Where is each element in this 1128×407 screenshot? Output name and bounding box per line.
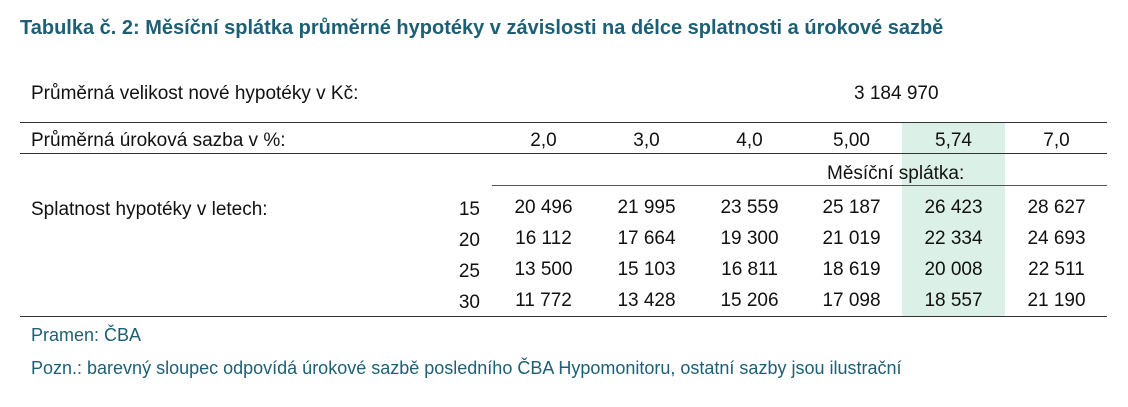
table-cell: 21 190 <box>1027 290 1086 311</box>
table-cell: 21 995 <box>617 197 676 218</box>
rate-cell: 4,0 <box>736 130 763 151</box>
table-cell: 25 187 <box>822 197 881 218</box>
table-cell: 16 811 <box>721 259 778 280</box>
table-cell: 18 619 <box>822 259 881 280</box>
table-cell: 20 496 <box>514 197 573 218</box>
term-value: 15 <box>458 199 480 220</box>
bottom-rule <box>20 316 1107 317</box>
table-cell: 11 772 <box>515 290 572 311</box>
header-rule <box>20 153 1107 154</box>
avg-size-label: Průměrná velikost nové hypotéky v Kč: <box>31 83 359 104</box>
footnote: Pozn.: barevný sloupec odpovídá úrokové sazbě posledního ČBA Hypomonitoru, ostatní sazby jsou ilustrační <box>31 358 902 378</box>
term-value: 30 <box>458 292 480 313</box>
subheader-rule <box>492 185 1107 186</box>
term-value: 20 <box>458 230 480 251</box>
table-cell-highlighted: 22 334 <box>924 228 983 249</box>
rate-cell-highlighted: 5,74 <box>935 130 972 151</box>
table-cell: 22 511 <box>1028 259 1085 280</box>
term-value: 25 <box>458 261 480 282</box>
table-cell: 15 103 <box>617 259 676 280</box>
table-cell: 17 098 <box>822 290 881 311</box>
rate-cell: 2,0 <box>530 130 557 151</box>
table-cell-highlighted: 20 008 <box>924 259 983 280</box>
table-cell: 15 206 <box>720 290 779 311</box>
avg-size-value: 3 184 970 <box>854 83 939 104</box>
top-rule <box>20 122 1107 123</box>
table-cell: 19 300 <box>720 228 779 249</box>
table-cell-highlighted: 18 557 <box>924 290 983 311</box>
rate-cell: 3,0 <box>633 130 660 151</box>
table-title: Tabulka č. 2: Měsíční splátka průměrné hypotéky v závislosti na délce splatnosti a úrokové sazbě <box>20 17 944 39</box>
term-label: Splatnost hypotéky v letech: <box>31 199 268 220</box>
source-note: Pramen: ČBA <box>31 325 142 345</box>
table-cell-highlighted: 26 423 <box>924 197 983 218</box>
table-cell: 13 500 <box>514 259 573 280</box>
table-cell: 28 627 <box>1027 197 1086 218</box>
table-cell: 21 019 <box>822 228 881 249</box>
rate-cell: 5,00 <box>833 130 870 151</box>
table-cell: 13 428 <box>617 290 676 311</box>
table-cell: 17 664 <box>617 228 676 249</box>
table-cell: 16 112 <box>515 228 572 249</box>
monthly-payment-label: Měsíční splátka: <box>827 163 965 184</box>
table-cell: 24 693 <box>1027 228 1086 249</box>
rate-cell: 7,0 <box>1043 130 1070 151</box>
rate-label: Průměrná úroková sazba v %: <box>31 130 286 151</box>
table-cell: 23 559 <box>720 197 779 218</box>
